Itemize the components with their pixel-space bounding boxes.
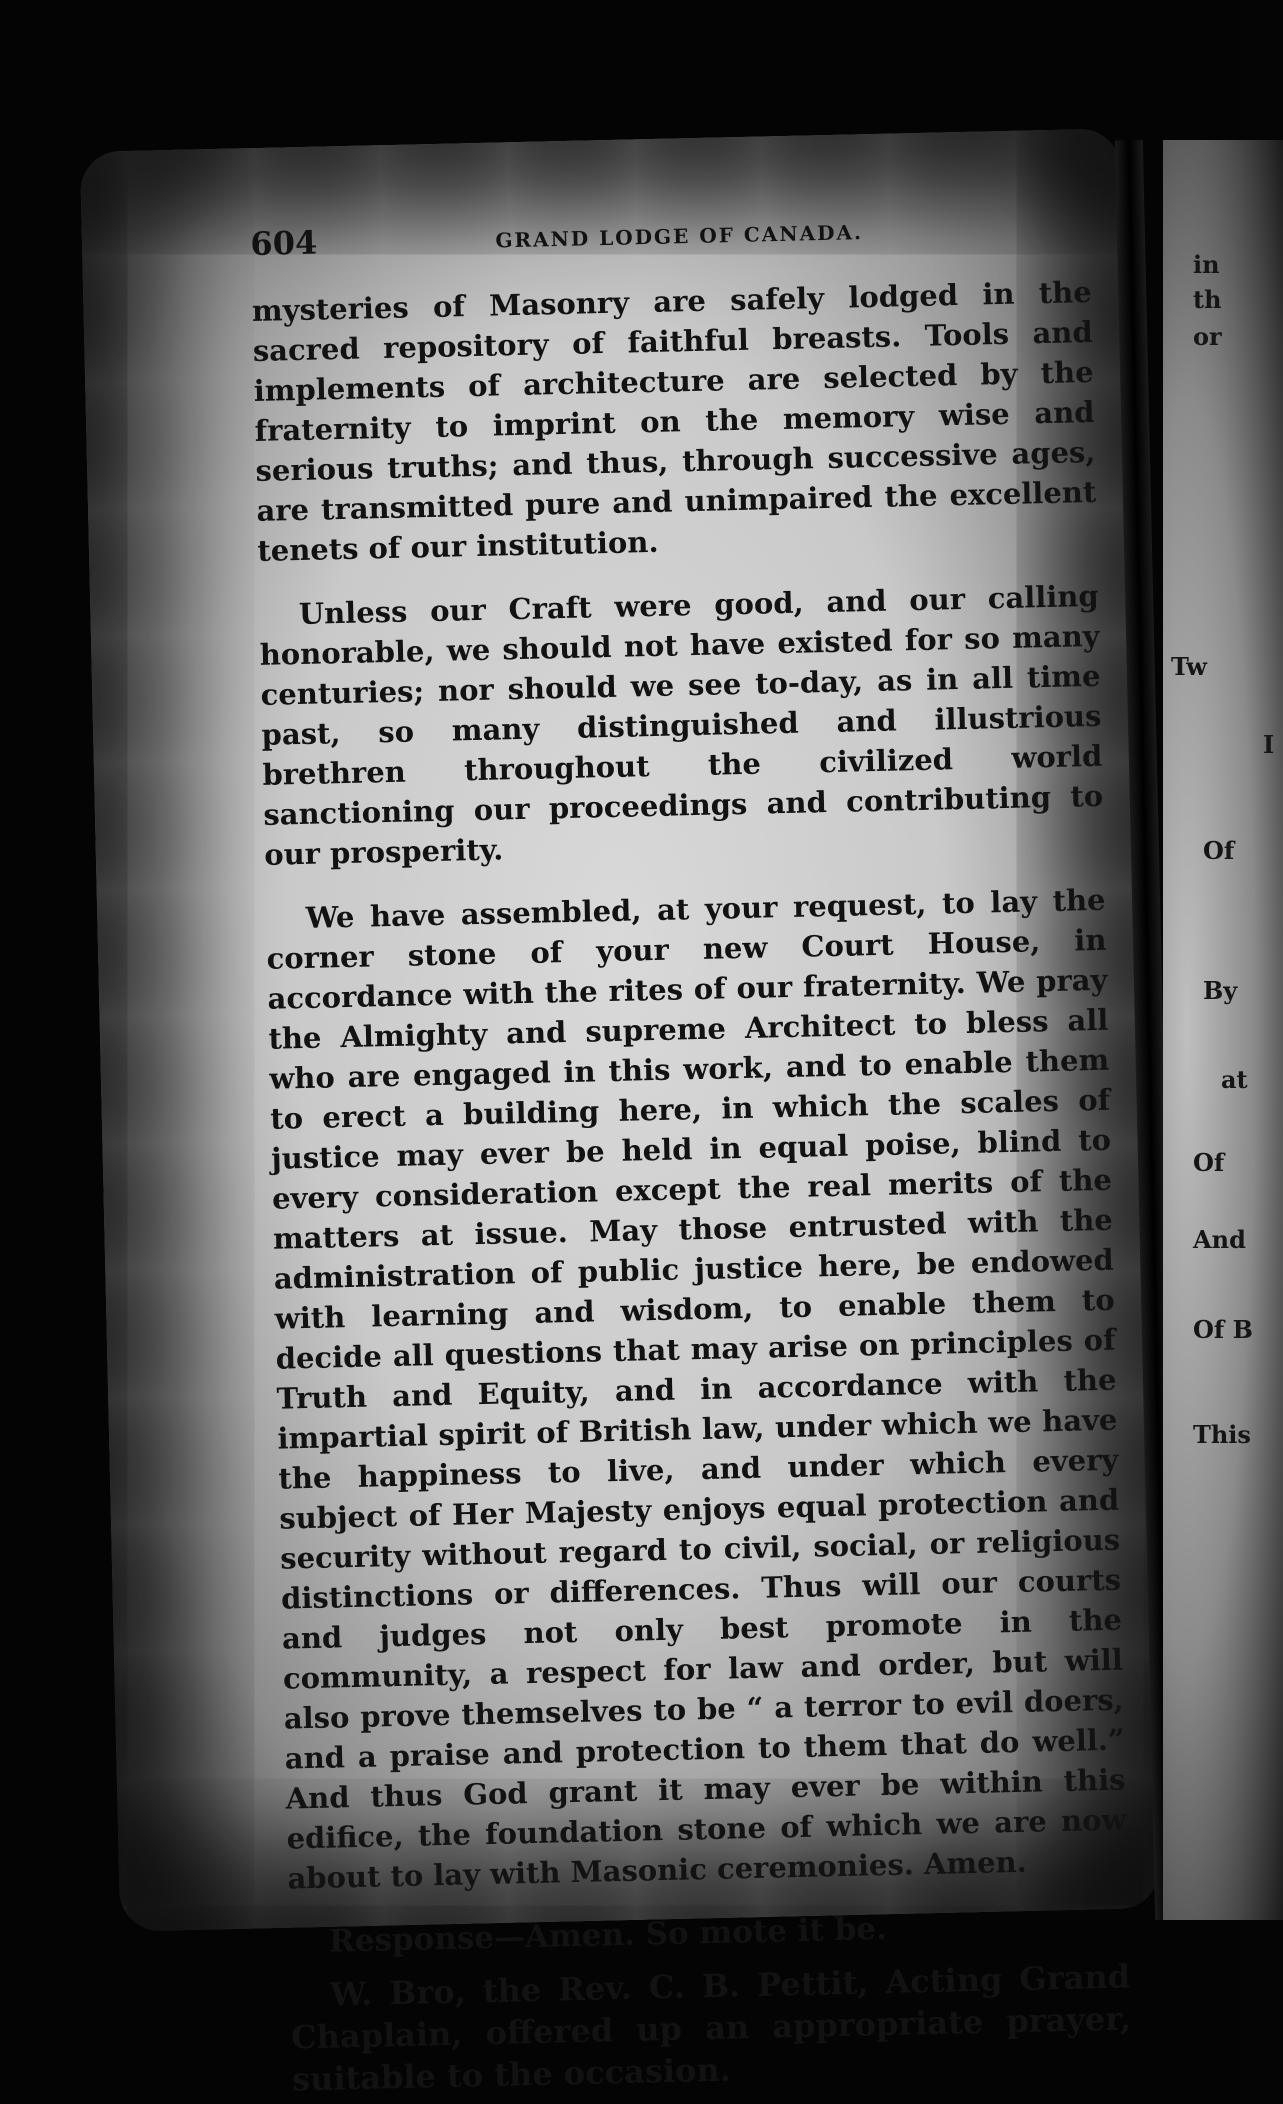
facing-page-fragment: Of B xyxy=(1193,1315,1253,1344)
body-paragraph: mysteries of Masonry are safely lodged in the sacred repository of faithful breasts. Tools and implements of architecture are selected by the fraternity to imprint on the memory wise and serious truths; and thus, through successive ages, are transmitted pure and unimpaired the excellent tenets of our institution. xyxy=(251,274,1097,568)
facing-page-fragment: at xyxy=(1221,1065,1248,1094)
facing-page-fragment: Tw xyxy=(1171,652,1207,681)
facing-page-fragment: Of xyxy=(1203,836,1235,865)
facing-page-fragment: I xyxy=(1263,730,1275,759)
closing-paragraph: W. Bro, the Rev. C. B. Pettit, Acting Grand Chaplain, offered up an appropriate prayer, suitable to the occasion. xyxy=(290,1957,1132,2099)
response-line: Response—Amen. So mote it be. xyxy=(328,1910,888,1960)
running-head-title: GRAND LODGE OF CANADA. xyxy=(495,220,864,253)
body-paragraph: Unless our Craft were good, and our calling honorable, we should not have existed for so many centuries; nor should we see to-day, as in all time past, so many distinguished and illustrious brethren throughout the civilized world sanctioning our proceedings and contributing to our prosperity. xyxy=(259,578,1104,872)
facing-page-fragment: This xyxy=(1193,1420,1251,1449)
facing-page-fragment: or xyxy=(1193,322,1222,351)
facing-page-fragment: By xyxy=(1203,976,1238,1005)
facing-page-fragment: in xyxy=(1193,250,1220,279)
page-content xyxy=(250,206,1132,2101)
facing-page-fragment: th xyxy=(1193,285,1222,314)
page-number: 604 xyxy=(250,223,318,263)
facing-page-edge xyxy=(1163,140,1283,1920)
facing-page-fragment: Of xyxy=(1193,1148,1225,1177)
body-paragraph: We have assembled, at your request, to lay the corner stone of your new Court House, in accordance with the rites of our fraternity. We pray the Almighty and supreme Architect to bless all who are engaged in this work, and to enable them to erect a building here, in which the scales of justice may ever be held in equal poise, blind to every consideration except the real merits of the matters at issue. May those entrusted with the administration of public justice here, be endowed with learning and wisdom, to enable them to decide all questions that may arise on principles of Truth and Equity, and in accordance with the impartial spirit of British law, under which we have the happiness to live, and under which every subject of Her Majesty enjoys equal protection and security without regard to civil, social, or religious distinctions or differences. Thus will our courts and judges not only best promote in the community, a respect for law and order, but will also prove themselves to be “ a terror to evil doers, and a praise and protection to them that do well.” And thus God grant it may ever be within this edifice, the foundation stone of which we are now about to lay with Masonic ceremonies. Amen. xyxy=(266,882,1127,1896)
facing-page-fragment: And xyxy=(1193,1225,1246,1254)
